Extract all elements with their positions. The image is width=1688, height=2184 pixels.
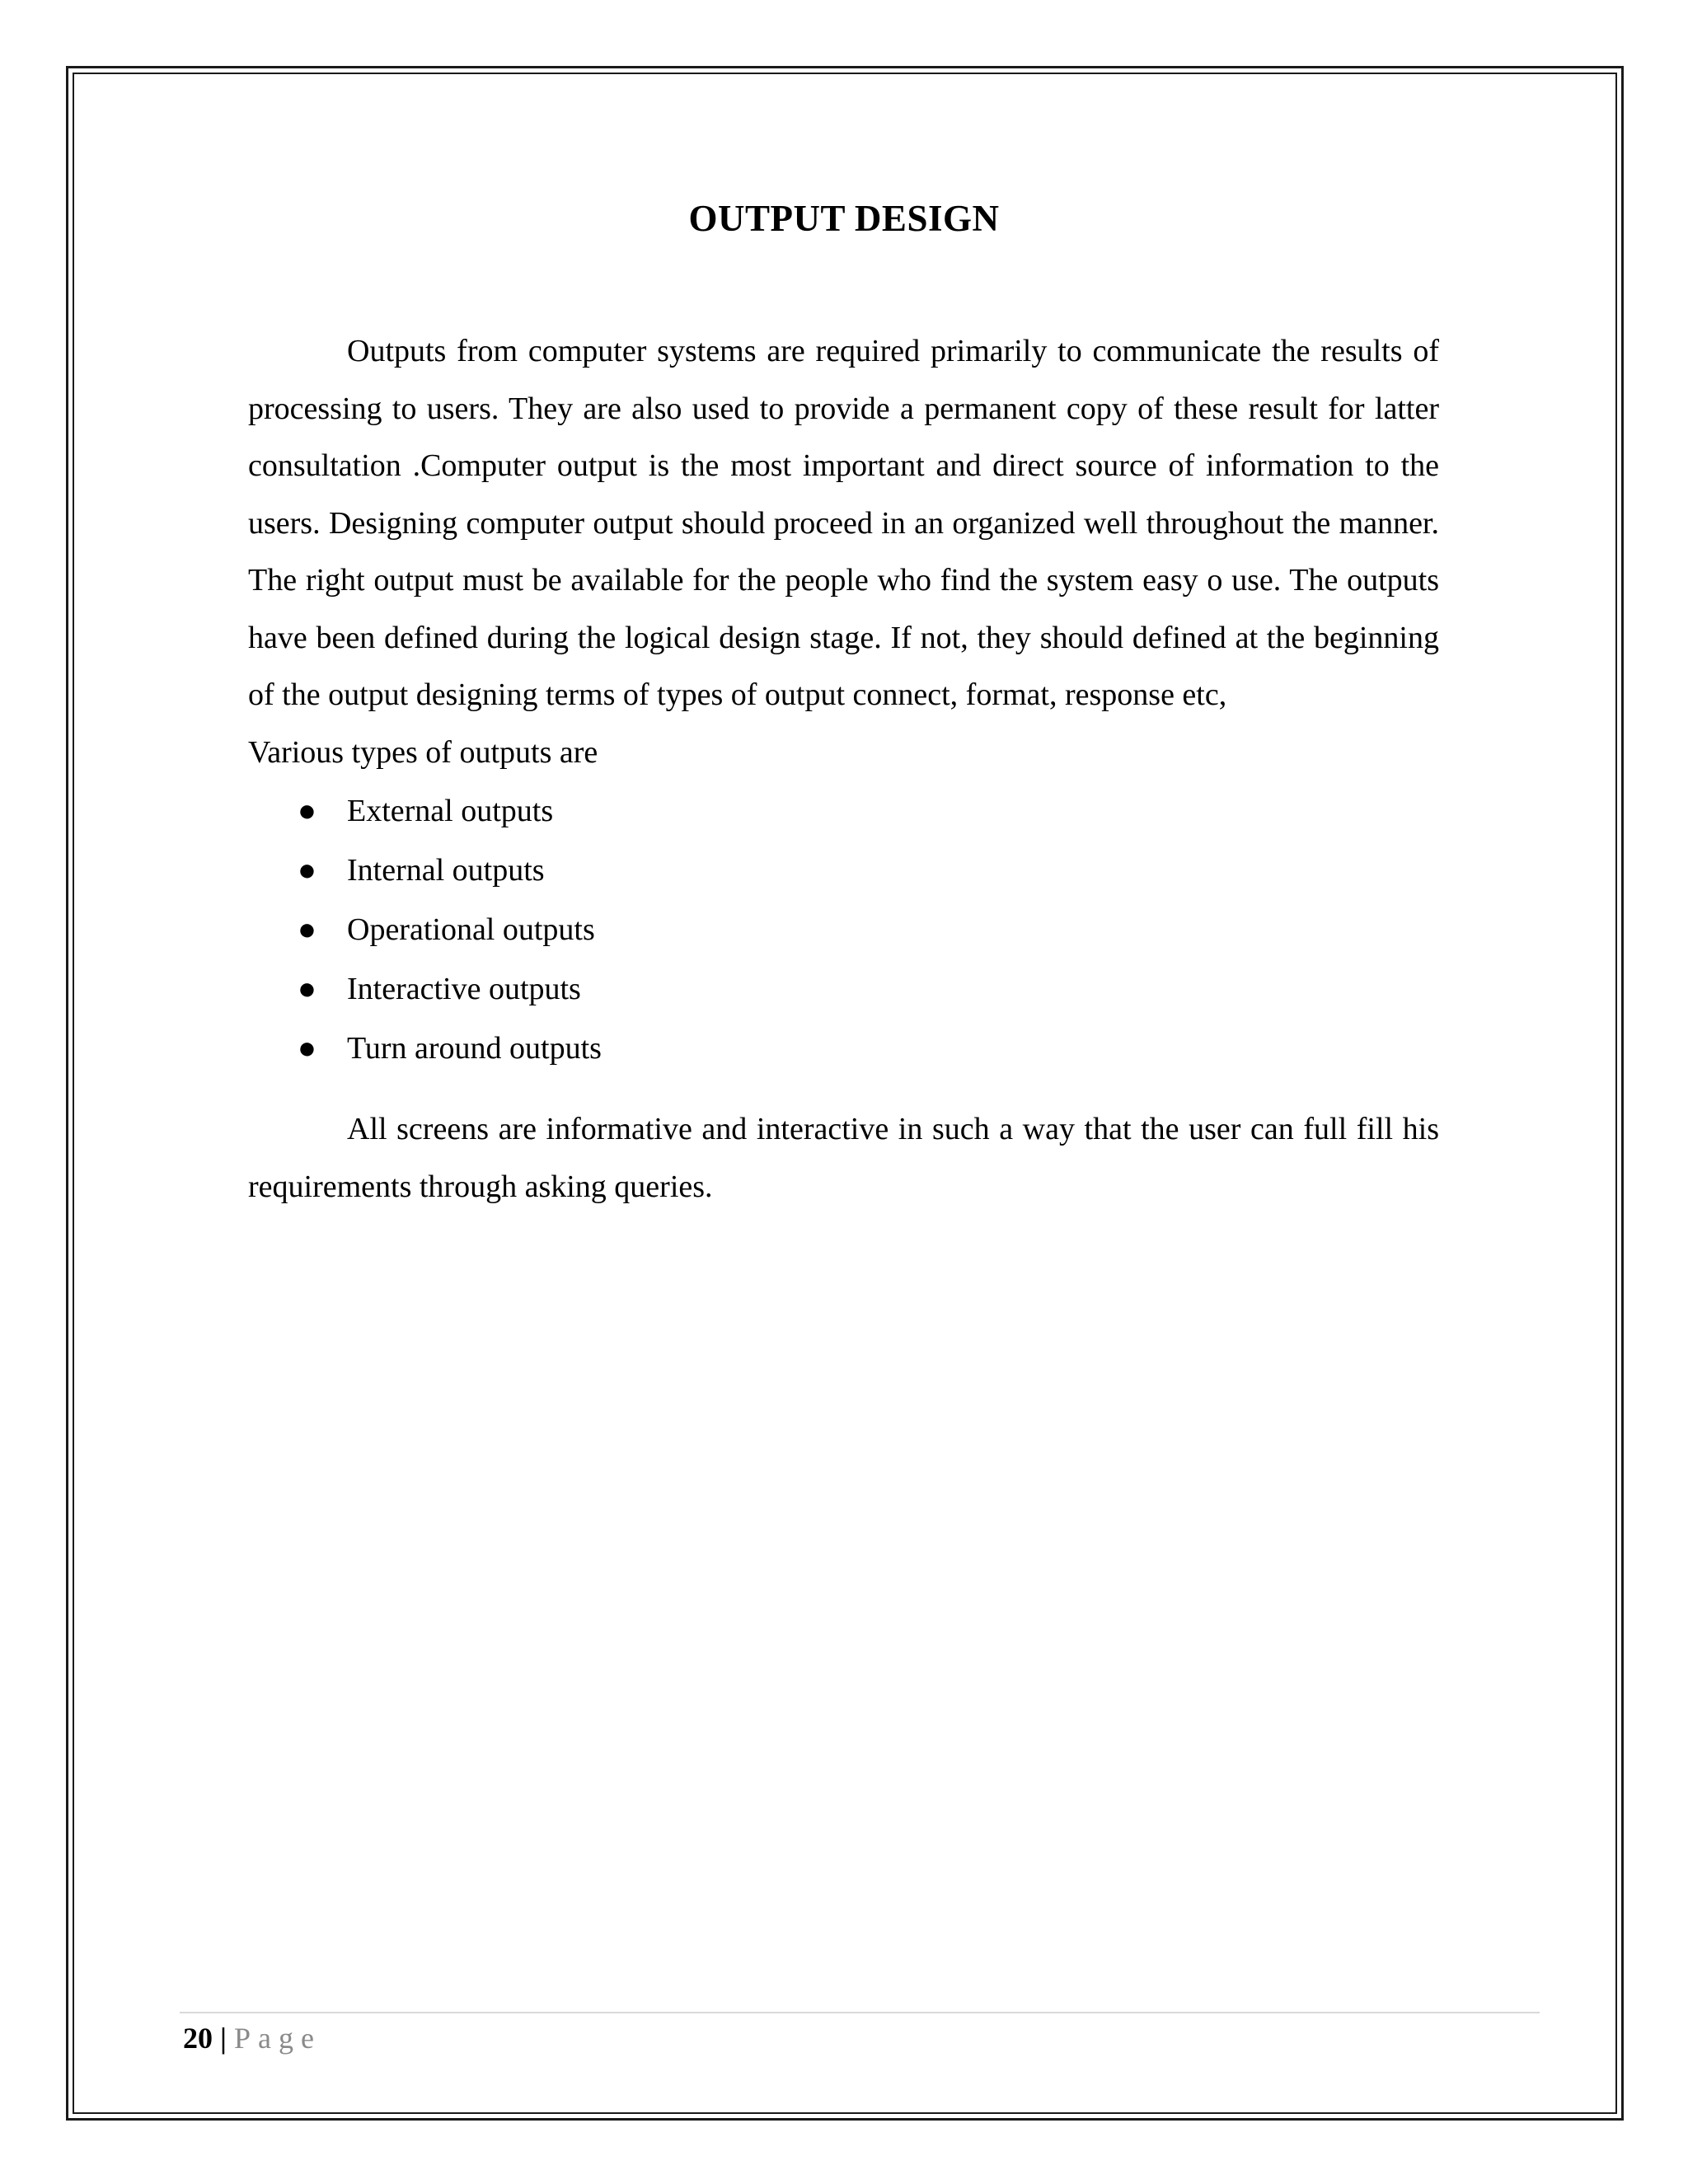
list-item bbox=[248, 1019, 1439, 1078]
footer-separator: | bbox=[220, 2022, 227, 2055]
bullet-icon: ● bbox=[298, 794, 316, 828]
intro-paragraph: Outputs from computer systems are required primarily to communicate the results of processing to users. They are also used to provide a permanent copy of these result for latter consultation .Computer output is the most important and direct source of information to the users. Designing computer output should proceed in an organized well throughout the manner. The right output must be available for the people who find the system easy o use. The outputs have been defined during the logical design stage. If not, they should defined at the beginning of the output designing terms of types of output connect, format, response etc, bbox=[248, 334, 1439, 712]
document-body bbox=[248, 323, 1439, 1216]
bullet-icon: ● bbox=[298, 853, 316, 888]
list-item bbox=[248, 900, 1439, 959]
list-item-label: External outputs bbox=[347, 794, 554, 828]
page-number: 20 bbox=[183, 2022, 213, 2055]
list-item-label: Internal outputs bbox=[347, 853, 545, 888]
bullet-icon: ● bbox=[298, 972, 316, 1006]
list-intro: Various types of outputs are bbox=[248, 734, 598, 770]
page-title: OUTPUT DESIGN bbox=[688, 198, 1000, 239]
list-item bbox=[248, 781, 1439, 841]
page-footer bbox=[183, 2018, 321, 2059]
output-types-list bbox=[248, 781, 1439, 1078]
list-item-label: Turn around outputs bbox=[347, 1031, 602, 1066]
list-item bbox=[248, 841, 1439, 900]
list-item-label: Interactive outputs bbox=[347, 972, 581, 1006]
list-item-label: Operational outputs bbox=[347, 912, 595, 947]
bullet-icon: ● bbox=[298, 1031, 316, 1066]
bullet-icon: ● bbox=[298, 912, 316, 947]
page-label: Page bbox=[233, 2022, 321, 2055]
footer-divider bbox=[180, 2012, 1540, 2013]
closing-paragraph: All screens are informative and interactive in such a way that the user can full fill his requirements through asking queries. bbox=[248, 1112, 1439, 1204]
list-item bbox=[248, 959, 1439, 1019]
